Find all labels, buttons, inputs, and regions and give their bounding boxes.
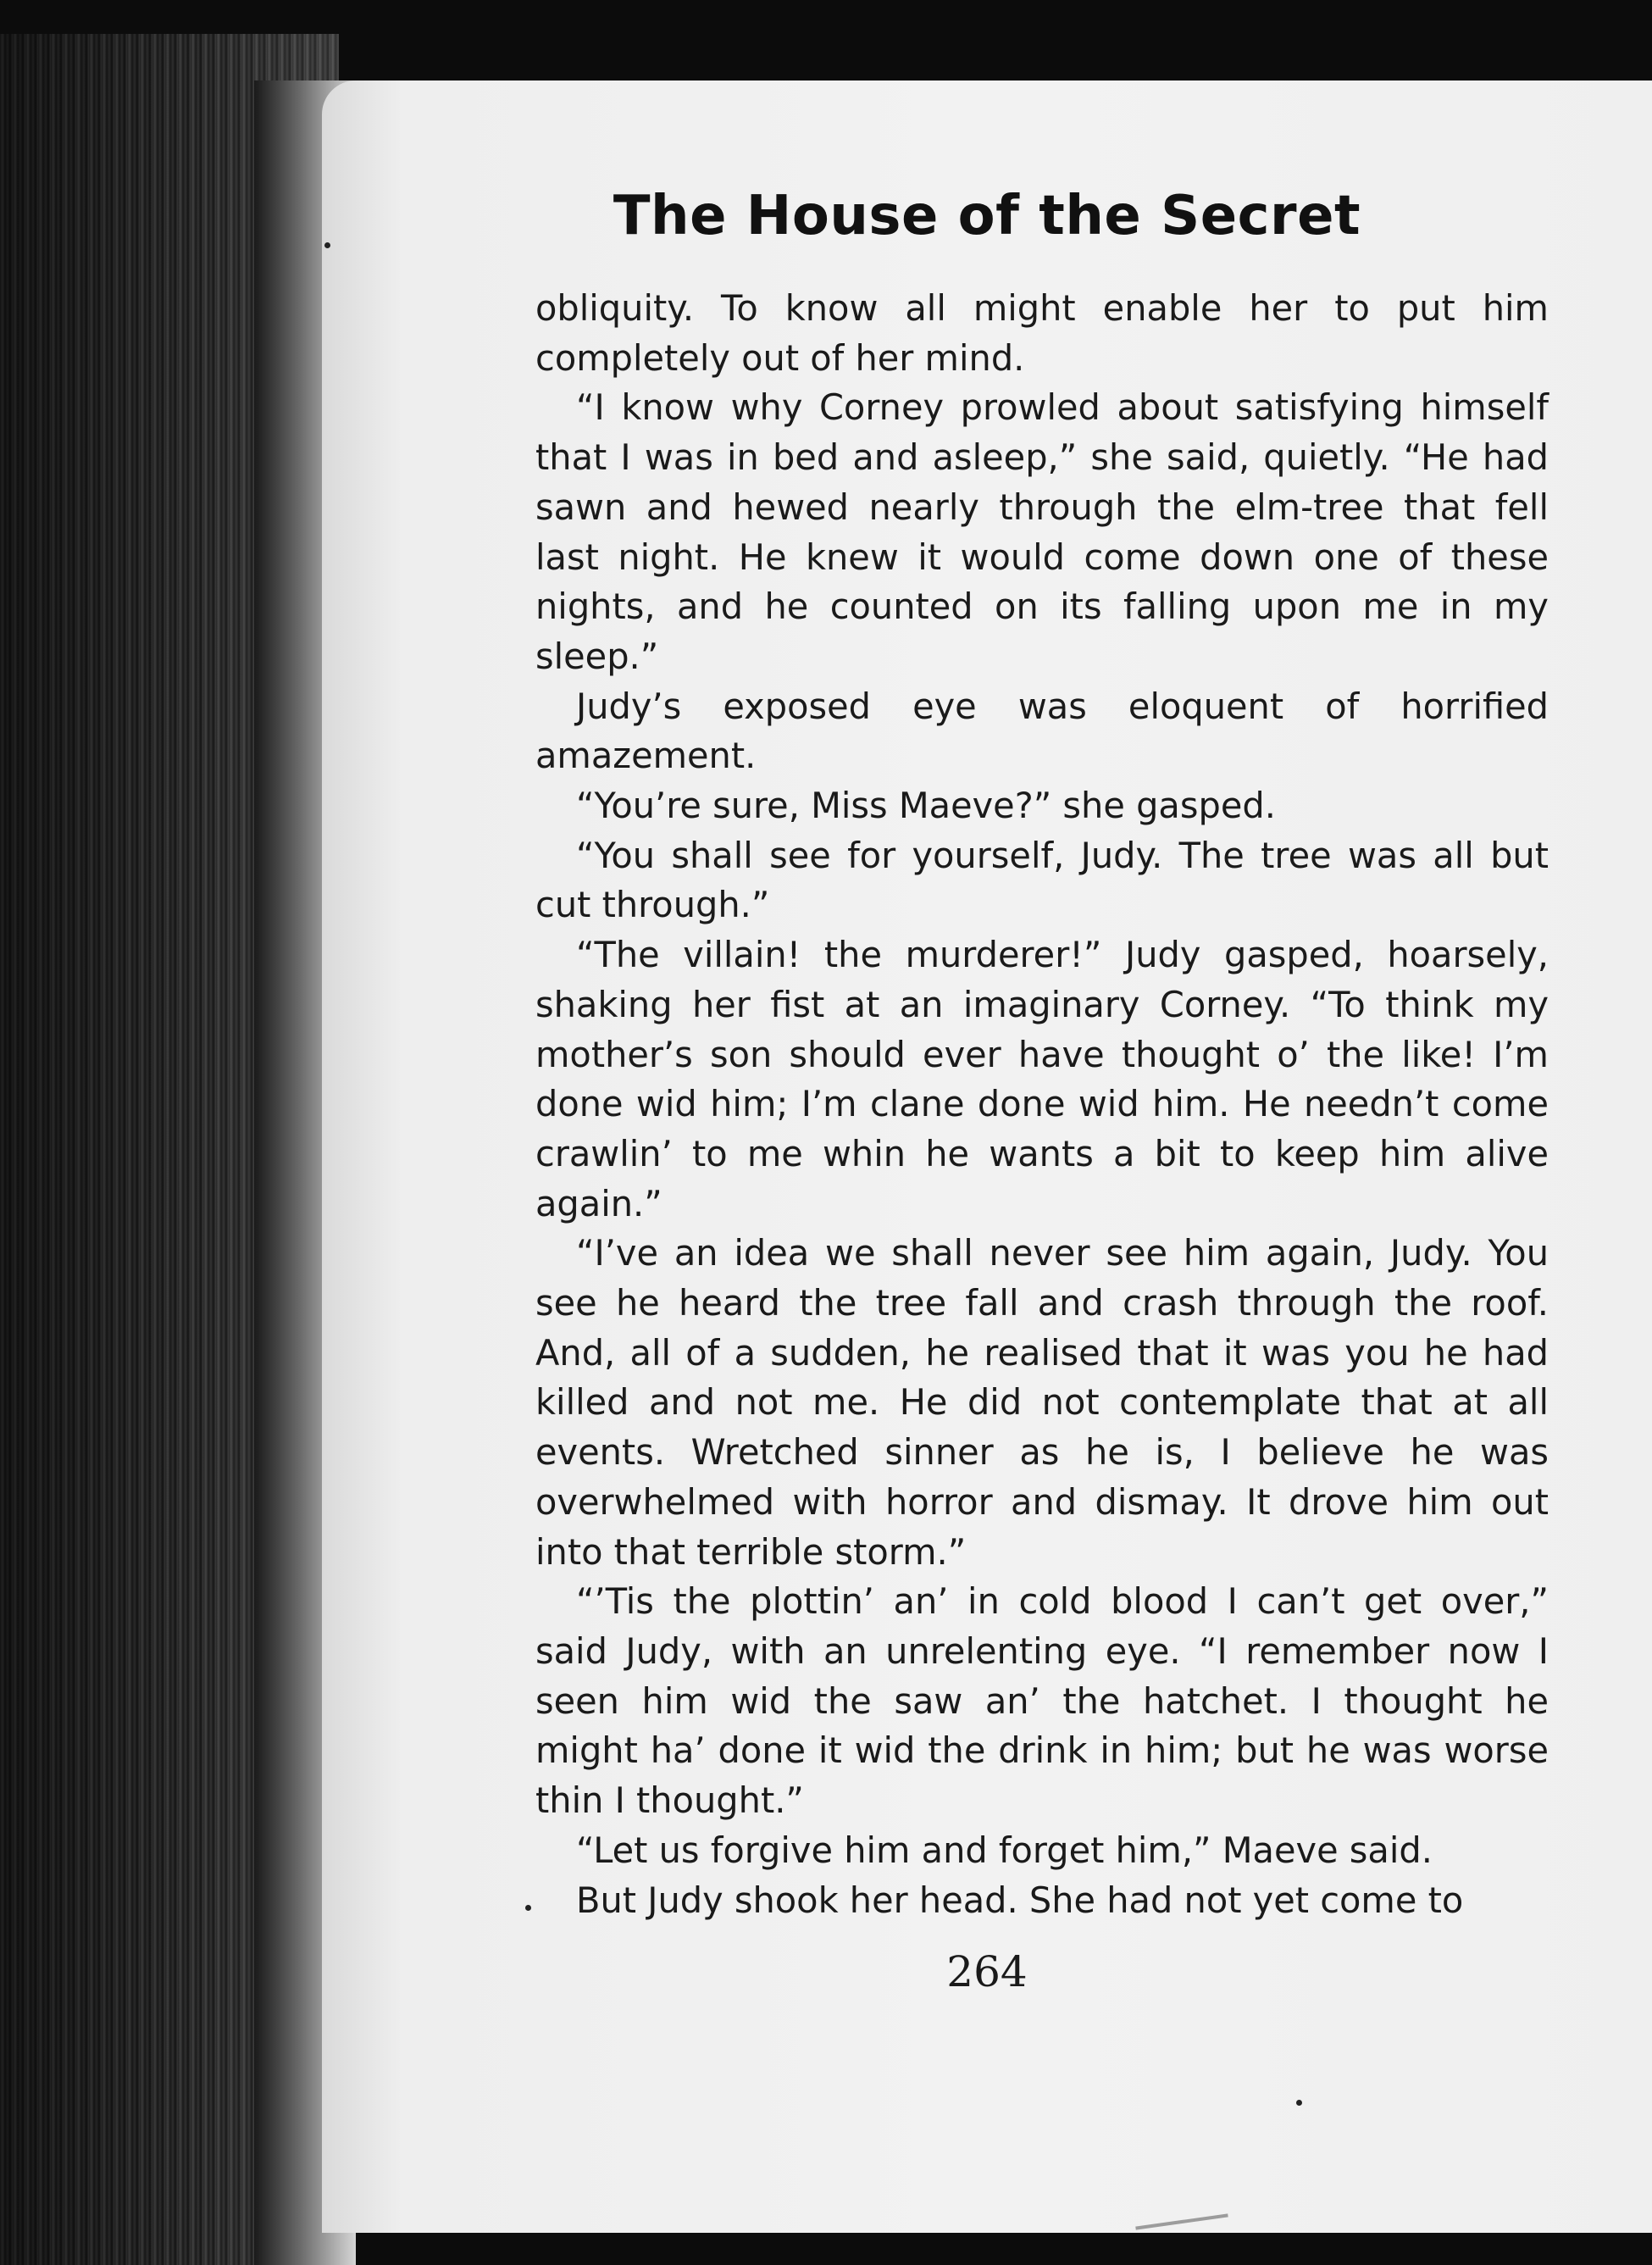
paragraph-6: “The villain! the murderer!” Judy gasped, hoarsely, shaking her fist at an imaginary Corney. “To think my mother’s son should ever have thought o’ the like! I’m done wid him; I’m clane done wid him. He needn’t come crawlin’ to me whin he wants a bit to keep him alive again.” <box>535 934 1549 1224</box>
paragraph-2: “I know why Corney prowled about satisfying himself that I was in bed and asleep,” she said, quietly. “He had sawn and hewed nearly through the elm-tree that fell last night. He knew it would come down one of these nights, and he counted on its falling upon me in my sleep.” <box>535 386 1549 677</box>
body-text <box>535 284 1549 1925</box>
speck-mark <box>324 242 330 248</box>
running-head: The House of the Secret <box>613 185 1361 247</box>
speck-mark <box>1296 2100 1302 2106</box>
paragraph-10: But Judy shook her head. She had not yet come to <box>576 1879 1464 1921</box>
paragraph-8: “’Tis the plottin’ an’ in cold blood I can’t get over,” said Judy, with an unrelenting eye. “I remember now I seen him wid the saw an’ the hatchet. I thought he might ha’ done it wid the drink in him; but he was worse thin I thought.” <box>535 1580 1549 1822</box>
paragraph-5: “You shall see for yourself, Judy. The tree was all but cut through.” <box>535 834 1549 926</box>
paragraph-4: “You’re sure, Miss Maeve?” she gasped. <box>576 785 1276 827</box>
paragraph-9: “Let us forgive him and forget him,” Maeve said. <box>576 1829 1433 1871</box>
page-number: 264 <box>946 1947 1028 1996</box>
paragraph-1: obliquity. To know all might enable her to put him completely out of her mind. <box>535 287 1549 379</box>
paragraph-3: Judy’s exposed eye was eloquent of horrified amazement. <box>535 685 1549 777</box>
speck-mark <box>525 1905 531 1911</box>
paragraph-7: “I’ve an idea we shall never see him again, Judy. You see he heard the tree fall and crash through the roof. And, all of a sudden, he realised that it was you he had killed and not me. He did not contemplate that at all events. Wretched sinner as he is, I believe he was overwhelmed with horror and dismay. It drove him out into that terrible storm.” <box>535 1232 1549 1573</box>
